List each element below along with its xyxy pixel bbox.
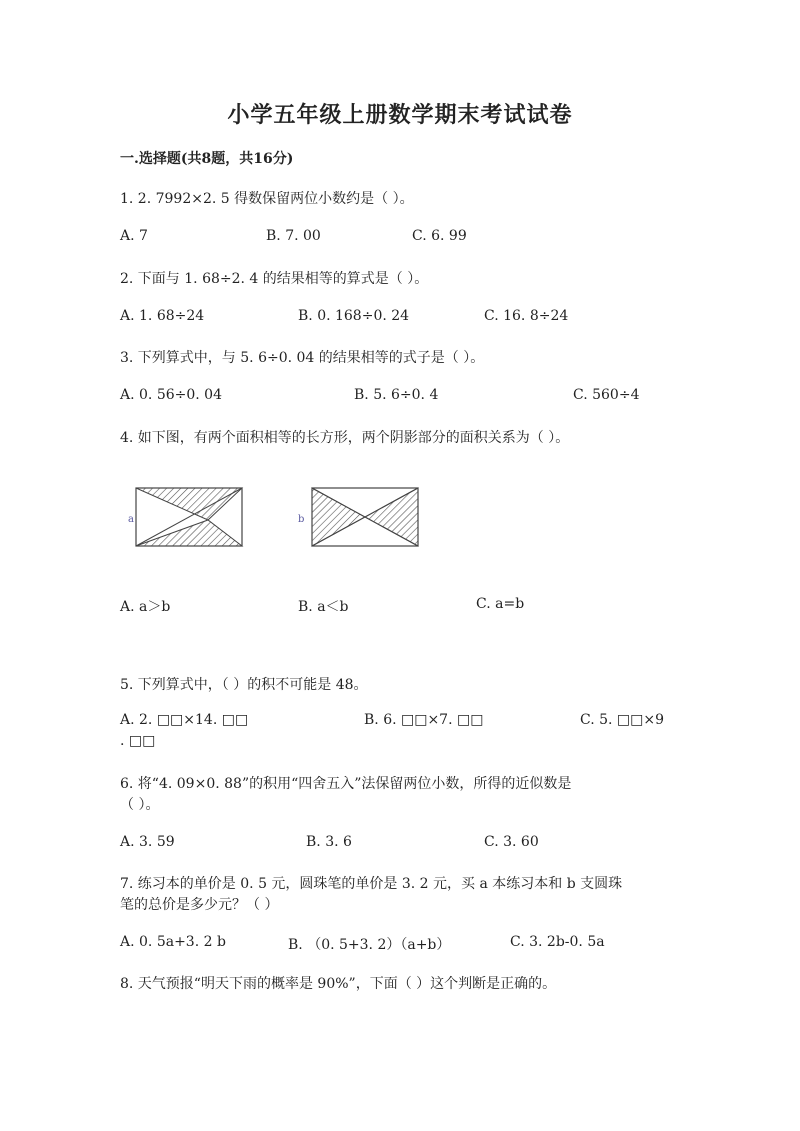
figure-label-b: b (298, 514, 305, 525)
question-1-stem: 1. 2. 7992×2. 5 得数保留两位小数约是（ ）。 (120, 191, 414, 207)
question-5-option-c-continuation: . □□ (120, 733, 156, 749)
question-7-stem-line-1: 7. 练习本的单价是 0. 5 元，圆珠笔的单价是 3. 2 元，买 a 本练习本和 b 支圆珠 (120, 876, 623, 892)
question-6-option-a: A. 3. 59 (120, 834, 175, 850)
question-7-option-b: B. （0. 5+3. 2）（a+b） (288, 937, 451, 953)
question-5-option-a: A. 2. □□×14. □□ (120, 712, 249, 728)
question-6-option-c: C. 3. 60 (484, 834, 539, 850)
question-2-stem: 2. 下面与 1. 68÷2. 4 的结果相等的算式是（ ）。 (120, 271, 429, 287)
question-6-option-b: B. 3. 6 (306, 834, 352, 850)
question-7-stem-line-2: 笔的总价是多少元？（ ） (120, 897, 279, 913)
question-5-option-c: C. 5. □□×9 (580, 712, 665, 728)
question-3-stem: 3. 下列算式中，与 5. 6÷0. 04 的结果相等的式子是（ ）。 (120, 350, 485, 366)
question-5-stem: 5. 下列算式中，（ ）的积不可能是 48。 (120, 677, 368, 693)
question-8-stem: 8. 天气预报“明天下雨的概率是 90%”，下面（ ）这个判断是正确的。 (120, 976, 557, 992)
question-3-option-a: A. 0. 56÷0. 04 (120, 387, 222, 403)
question-2-option-b: B. 0. 168÷0. 24 (298, 308, 410, 324)
question-1-option-b: B. 7. 00 (266, 228, 321, 244)
question-7-option-c: C. 3. 2b-0. 5a (510, 934, 605, 950)
question-7-option-a: A. 0. 5a+3. 2 b (120, 934, 226, 950)
question-4-option-c: C. a=b (476, 596, 525, 612)
figure-label-a: a (128, 514, 134, 525)
question-4-option-a: A. a＞b (120, 599, 171, 615)
question-6-stem-line-2: （ ）。 (120, 797, 160, 813)
rectangle-b-shape (312, 488, 418, 546)
question-4-stem: 4. 如下图，有两个面积相等的长方形，两个阴影部分的面积关系为（ ）。 (120, 430, 570, 446)
question-3-option-b: B. 5. 6÷0. 4 (354, 387, 439, 403)
question-2-option-c: C. 16. 8÷24 (484, 308, 569, 324)
question-4-option-b: B. a＜b (298, 599, 349, 615)
question-1-option-c: C. 6. 99 (412, 228, 467, 244)
section-heading: 一.选择题(共8题，共16分) (120, 151, 294, 167)
question-4-figure (128, 484, 428, 550)
rectangle-a-shape (136, 488, 242, 546)
page-title: 小学五年级上册数学期末考试试卷 (227, 102, 573, 128)
question-1-option-a: A. 7 (120, 228, 148, 244)
question-3-option-c: C. 560÷4 (573, 387, 640, 403)
question-5-option-b: B. 6. □□×7. □□ (364, 712, 484, 728)
question-6-stem-line-1: 6. 将“4. 09×0. 88”的积用“四舍五入”法保留两位小数，所得的近似数是 (120, 776, 572, 792)
question-2-option-a: A. 1. 68÷24 (120, 308, 205, 324)
